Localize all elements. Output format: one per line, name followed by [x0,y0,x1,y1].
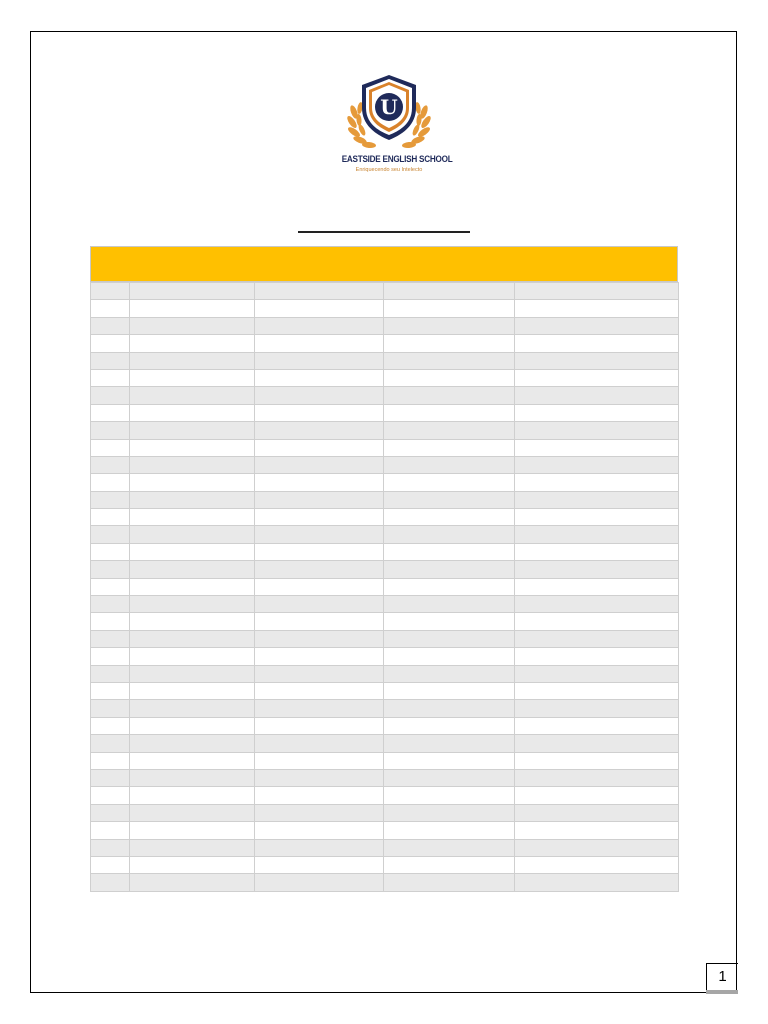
table-cell [384,474,515,491]
table-cell [515,804,679,821]
table-row [91,874,679,891]
table-row [91,439,679,456]
table-cell [255,596,384,613]
table-cell [255,404,384,421]
table-cell [515,526,679,543]
table-cell [384,613,515,630]
table-cell [130,387,255,404]
table-cell [91,369,130,386]
table-cell [91,404,130,421]
table-row [91,596,679,613]
table-row [91,822,679,839]
table-cell [255,561,384,578]
table-cell [384,769,515,786]
page-number: 1 [706,963,738,990]
school-logo [334,72,453,182]
table-cell [255,769,384,786]
table-cell [384,856,515,873]
table-cell [255,352,384,369]
table-cell [515,509,679,526]
table-cell [255,822,384,839]
table-cell [255,700,384,717]
table-cell [91,300,130,317]
table-cell [515,404,679,421]
table-cell [130,752,255,769]
table-cell [384,596,515,613]
table-row [91,300,679,317]
table-cell [255,804,384,821]
table-cell [384,630,515,647]
table-cell [130,822,255,839]
table-cell [91,804,130,821]
table-cell [130,439,255,456]
table-cell [515,769,679,786]
logo-emblem-letter: U [380,95,398,119]
table-cell [255,439,384,456]
table-cell [130,335,255,352]
table-cell [91,526,130,543]
table-cell [515,578,679,595]
table-cell [515,735,679,752]
table-cell [384,422,515,439]
table-cell [91,283,130,300]
table-cell [130,804,255,821]
table-cell [130,665,255,682]
table-cell [91,422,130,439]
table-cell [91,856,130,873]
table-row [91,700,679,717]
table-cell [515,682,679,699]
table-row [91,648,679,665]
table-row [91,543,679,560]
table-cell [91,682,130,699]
table-cell [91,648,130,665]
table-cell [384,456,515,473]
table-cell [255,665,384,682]
table-cell [130,613,255,630]
table-row [91,752,679,769]
table-cell [130,526,255,543]
table-cell [515,613,679,630]
table-cell [91,613,130,630]
table-cell [515,787,679,804]
table-cell [91,456,130,473]
table-cell [384,648,515,665]
table-cell [384,369,515,386]
table-cell [91,630,130,647]
table-cell [515,317,679,334]
table-cell [384,682,515,699]
table-cell [130,317,255,334]
table-cell [384,665,515,682]
table-row [91,630,679,647]
table-cell [255,613,384,630]
table-row [91,682,679,699]
table-row [91,369,679,386]
table-cell [515,300,679,317]
table-cell [130,561,255,578]
table-cell [255,856,384,873]
table-cell [255,648,384,665]
table-cell [255,526,384,543]
table-cell [91,596,130,613]
table-cell [130,856,255,873]
table-cell [130,543,255,560]
table-row [91,283,679,300]
table-cell [515,422,679,439]
table-header-bar [90,246,678,282]
table-cell [91,769,130,786]
table-cell [515,874,679,891]
table-cell [130,717,255,734]
table-row [91,352,679,369]
page-number-bar [706,990,738,994]
table-cell [384,717,515,734]
table-cell [91,822,130,839]
table-cell [384,578,515,595]
table-cell [384,804,515,821]
table-cell [130,369,255,386]
table-cell [384,352,515,369]
table-cell [384,387,515,404]
table-cell [384,300,515,317]
table-cell [384,874,515,891]
table-cell [91,735,130,752]
table-cell [255,422,384,439]
table-cell [130,491,255,508]
table-cell [130,474,255,491]
table-cell [91,578,130,595]
table-cell [130,352,255,369]
table-cell [91,491,130,508]
table-row [91,578,679,595]
table-cell [91,700,130,717]
table-cell [384,787,515,804]
table-cell [255,283,384,300]
table-cell [515,822,679,839]
table-cell [515,491,679,508]
table-cell [255,491,384,508]
table-cell [255,682,384,699]
table-cell [130,682,255,699]
table-cell [255,839,384,856]
table-cell [515,456,679,473]
table-cell [384,439,515,456]
table-row [91,787,679,804]
table-row [91,491,679,508]
roster-table [90,282,679,892]
table-cell [130,787,255,804]
table-cell [515,752,679,769]
table-cell [130,769,255,786]
table-cell [255,300,384,317]
table-cell [255,874,384,891]
table-cell [91,543,130,560]
table-cell [515,474,679,491]
table-row [91,561,679,578]
table-cell [255,474,384,491]
table-cell [384,335,515,352]
table-cell [515,369,679,386]
table-cell [384,491,515,508]
table-row [91,613,679,630]
table-cell [515,856,679,873]
table-cell [130,578,255,595]
table-cell [515,648,679,665]
table-row [91,387,679,404]
table-cell [384,822,515,839]
table-cell [255,578,384,595]
roster-table-body [91,283,679,892]
table-row [91,335,679,352]
table-cell [255,317,384,334]
table-cell [130,735,255,752]
table-row [91,735,679,752]
table-cell [384,543,515,560]
table-cell [130,630,255,647]
table-cell [255,735,384,752]
table-cell [384,526,515,543]
table-cell [515,387,679,404]
table-cell [255,509,384,526]
table-cell [515,665,679,682]
table-cell [91,317,130,334]
table-cell [384,700,515,717]
table-row [91,474,679,491]
table-cell [91,874,130,891]
table-cell [515,283,679,300]
table-cell [515,439,679,456]
table-cell [130,404,255,421]
table-cell [384,839,515,856]
table-row [91,422,679,439]
table-cell [130,874,255,891]
table-row [91,404,679,421]
table-cell [130,648,255,665]
table-cell [130,456,255,473]
table-cell [384,561,515,578]
school-name: EASTSIDE ENGLISH SCHOOL [341,154,453,165]
table-row [91,769,679,786]
table-cell [515,700,679,717]
roster-table-container [90,246,678,892]
table-cell [515,335,679,352]
table-cell [130,596,255,613]
table-cell [255,787,384,804]
table-cell [384,752,515,769]
table-cell [515,543,679,560]
table-cell [91,561,130,578]
table-cell [255,387,384,404]
table-cell [91,717,130,734]
table-cell [130,422,255,439]
table-cell [255,543,384,560]
table-row [91,804,679,821]
table-cell [91,509,130,526]
school-tagline: Enriquecendo seu Intelecto [355,167,423,173]
table-cell [384,404,515,421]
table-cell [255,335,384,352]
table-cell [515,596,679,613]
table-cell [91,474,130,491]
table-row [91,317,679,334]
table-cell [91,439,130,456]
table-cell [384,735,515,752]
table-row [91,526,679,543]
table-cell [384,509,515,526]
shield-emblem-icon [334,72,444,154]
table-cell [130,283,255,300]
table-row [91,456,679,473]
table-cell [91,752,130,769]
table-row [91,717,679,734]
table-cell [515,561,679,578]
table-cell [384,283,515,300]
table-row [91,856,679,873]
table-cell [130,300,255,317]
table-cell [515,839,679,856]
table-row [91,509,679,526]
table-row [91,665,679,682]
table-row [91,839,679,856]
table-cell [91,839,130,856]
table-cell [130,700,255,717]
table-cell [515,717,679,734]
table-cell [384,317,515,334]
title-underline [298,231,470,233]
table-cell [515,630,679,647]
table-cell [255,456,384,473]
table-cell [91,787,130,804]
table-cell [255,630,384,647]
table-cell [515,352,679,369]
table-cell [130,509,255,526]
table-cell [91,665,130,682]
table-cell [255,717,384,734]
table-cell [255,369,384,386]
table-cell [91,335,130,352]
table-cell [91,387,130,404]
table-cell [130,839,255,856]
table-cell [255,752,384,769]
table-cell [91,352,130,369]
